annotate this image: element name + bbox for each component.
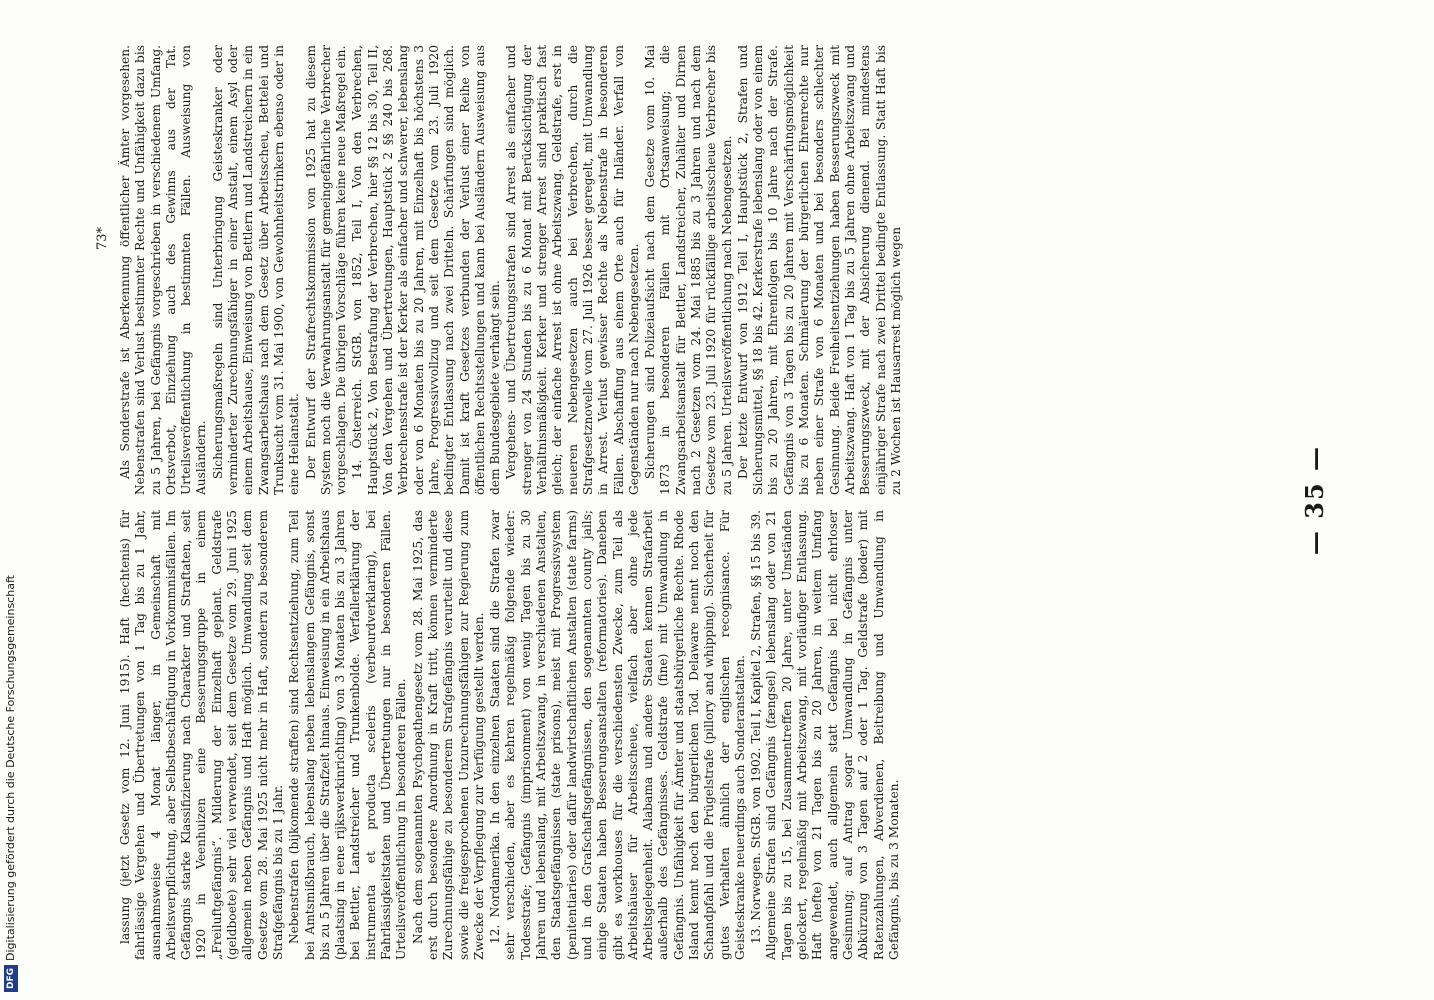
folio-number: 73* <box>95 226 110 250</box>
paragraph: Der letzte Entwurf von 1912 Teil I, Hauptstück 2, Strafen und Sicherungsmittel, §§ 18 bis 42. Kerkerstrafe lebenslang oder von einem bis zu 20 Jahren, mit Ehrenfolgen bis 10 Jahre nach der Strafe. Gefängnis von 3 Tagen bis zu 20 Jahren mit Verschärfungsmöglichkeit bis zu 6 Monaten. Schmälerung der bürgerlichen Ehrenrechte nur neben einer Strafe von 6 Monaten und bei besonders schlechter Gesinnung. Beide Freiheitsentziehungen haben Besserungszweck mit Arbeitszwang. Haft von 1 Tag bis zu 5 Jahren ohne Arbeitszwang und Besserungszweck, mit der Absicherung dienend. Bei mindestens einjähriger Strafe nach zwei Drittel bedingte Entlassung. Statt Haft bis zu 2 Wochen ist Hausarrest möglich wegen <box>735 45 903 495</box>
dfg-logo: DFG <box>4 965 18 992</box>
page-number-header: — 35 — <box>1300 444 1329 556</box>
paragraph: 12. Nordamerika. In den einzelnen Staaten sind die Strafen zwar sehr verschieden, aber es kehren regelmäßig folgende wieder: Todesstrafe; Gefängnis (imprisonment) von wenig Tagen bis zu 30 Jahren und lebenslang, mit Arbeitszwang, in verschiedenen Anstalten, den Staatsgefängnissen (state prisons), meist mit Progressivsystem (penitentiaries) oder dafür landwirtschaftlichen Anstalten (state farms) und in den Grafschaftsgefängnissen, den sogenannten county jails; einige Staaten haben Besserungsanstalten (reformatories). Daneben gibt es workhouses für die verschiedensten Zwecke, zum Teil als Arbeitshäuser für Arbeitsscheue, vielfach aber ohne jede Arbeitsgelegenheit. Alabama und andere Staaten kennen Strafarbeit außerhalb des Gefängnisses. Geldstrafe (fine) mit Umwandlung in Gefängnis. Unfähigkeit für Ämter und staatsbürgerliche Rechte. Rhode Island kennt noch den bürgerlichen Tod. Delaware nennt noch den Schandpfahl und die Prügelstrafe (pillory and whipping). Sicherheit für gutes Verhalten ähnlich der englischen recognisance. Für Geisteskranke neuerdings auch Sonderanstalten. <box>488 510 747 960</box>
paragraph: 14. Österreich. StGB. von 1852, Teil I, Von den Verbrechen, Hauptstück 2, Von Bestrafung der Verbrechen, hier §§ 12 bis 30, Teil II, Von den Vergehen und Übertretungen, Hauptstück 2 §§ 240 bis 268. Verbrechensstrafe ist der Kerker als einfacher und schwerer, lebenslang oder von 6 Monaten bis zu 20 Jahren, mit Einzelhaft bis höchstens 3 Jahre, Progressivvollzug und seit dem Gesetze vom 23. Juli 1920 bedingter Entlassung nach zwei Dritteln. Schärfungen sind möglich. Damit ist kraft Gesetzes verbunden der Verlust einer Reihe von öffentlichen Rechtsstellungen und kann bei Ausländern Ausweisung aus dem Bundesgebiete verhängt sein. <box>350 45 503 495</box>
paragraph: Sicherungsmaßregeln sind Unterbringung Geisteskranker oder verminderter Zurechnungsfähiger in einer Anstalt, einem Asyl oder einem Arbeitshause, Einweisung von Bettlern und Landstreichern in ein Zwangsarbeitshaus nach dem Gesetz über Arbeitsscheu, Bettelei und Trunksucht vom 31. Mai 1900, von Gewohnheitstrinkern ebenso oder in eine Heilanstalt. <box>210 45 302 495</box>
right-text-column <box>118 45 1288 495</box>
paragraph: 13. Norwegen. StGB. von 1902. Teil I, Kapitel 2, Strafen, §§ 15 bis 39. Allgemeine Strafen sind Gefängnis (fængsel) lebenslang oder von 21 Tagen bis zu 15, bei Zusammentreffen 20 Jahre, unter Umständen gelockert, regelmäßig mit Arbeitszwang, mit vorläufiger Entlassung. Haft (hefte) von 21 Tagen bis zu 20 Jahren, in weitem Umfang angewendet, auch allgemein statt Gefängnis bei nicht ehrloser Gesinnung; auf Antrag sogar Umwandlung in Gefängnis unter Abkürzung von 3 Tagen auf 2 oder 1 Tag. Geldstrafe (bøder) mit Ratenzahlungen, Abverdienen, Beitreibung und Umwandlung in Gefängnis, bis zu 3 Monaten. <box>749 510 901 960</box>
paragraph: Sicherungen sind Polizeiaufsicht nach dem Gesetze vom 10. Mai 1873 in besonderen Fällen mit Ortsanweisung; die Zwangsarbeitsanstalt für Bettler, Landstreicher, Zuhälter und Dirnen nach 2 Gesetzen vom 24. Mai 1885 bis zu 3 Jahren und nach dem Gesetze vom 23. Juli 1920 für rückfällige arbeitsscheue Verbrecher bis zu 5 Jahren. Urteilsveröffentlichung nach Nebengesetzen. <box>643 45 734 495</box>
paragraph: Als Sonderstrafe ist Aberkennung öffentlicher Ämter vorgesehen. Nebenstrafen sind Verlust bestimmter Rechte und Unfähigkeit dazu bis zu 5 Jahren, bei Gefängnis vorgeschrieben in verschiedenem Umfang. Ortsverbot, Einziehung auch des Gewinns aus der Tat. Urteilsveröffentlichung in bestimmten Fällen. Ausweisung von Ausländern. <box>118 45 209 495</box>
paragraph: lassung (jetzt Gesetz vom 12. Juni 1915). Haft (hechtenis) für fahrlässige Vergehen und Übertretungen von 1 Tag bis zu 1 Jahr, ausnahmsweise 4 Monat länger, in Gemeinschaft mit Arbeitsverpflichtung, aber Selbstbeschäftigung in Vorkommnisfällen. Im Gefängnis starke Klassifizierung nach Charakter und Straftaten, seit 1920 in Veenhuizen eine Besserungsgruppe in einem „Freiluftgefängnis“. Milderung der Einzelhaft geplant. Geldstrafe (geldboete) sehr viel verwendet, seit dem Gesetze vom 29. Juni 1925 allgemein neben Gefängnis und Haft möglich. Umwandlung seit dem Gesetze vom 28. Mai 1925 nicht mehr in Haft, sondern zu besonderem Strafgefängnis bis zu 1 Jahr. <box>118 510 285 960</box>
paragraph: Nebenstrafen (bijkomende straffen) sind Rechtsentziehung, zum Teil bei Amtsmißbrauch, lebenslang neben lebenslangem Gefängnis, sonst bis zu 5 Jahren über die Strafzeit hinaus. Einweisung in ein Arbeitshaus (plaatsing in eene rijkswerkinrichting) von 3 Monaten bis zu 3 Jahren bei Bettler, Landstreicher und Trunkenbolde. Verfallerklärung der instrumenta et producta sceleris (verbeurdverklaring), bei Fahrlässigkeitstaten und Übertretungen nur in besonderen Fällen. Urteilsveröffentlichung in besonderen Fällen. <box>287 510 409 960</box>
left-text-column <box>118 510 1288 960</box>
digitization-credit <box>0 0 22 1000</box>
paragraph: Der Entwurf der Strafrechtskommission von 1925 hat zu diesem System noch die Verwahrungsanstalt für gemeingefährliche Verbrecher vorgeschlagen. Die übrigen Vorschläge führen keine neue Maßregel ein. <box>303 45 349 495</box>
paragraph: Nach dem sogenannten Psychopathengesetz vom 28. Mai 1925, das erst durch besondere Anordnung in Kraft tritt, können verminderte Zurechnungsfähige zu besonderem Strafgefängnis verurteilt und diese sowie die freigesprochenen Unzurechnungsfähigen zur Regierung zum Zwecke der Verpflegung zur Verfügung gestellt werden. <box>410 510 486 960</box>
credit-text: Digitalisierung gefördert durch die Deutsche Forschungsgemeinschaft <box>4 575 17 961</box>
paragraph: Vergehens- und Übertretungsstrafen sind Arrest als einfacher und strenger von 24 Stunden bis zu 6 Monat mit Berücksichtigung der Verhältnismäßigkeit. Kerker und strenger Arrest sind praktisch fast gleich; der einfache Arrest ist ohne Arbeitszwang. Geldstrafe, erst in neueren Nebengesetzen auch bei Verbrechen, durch die Strafgesetznovelle vom 27. Juli 1926 besser geregelt, mit Umwandlung in Arrest. Verlust gewisser Rechte als Nebenstrafe in besonderen Fällen. Abschaffung aus einem Orte auch für Inländer. Verfall von Gegenständen nur nach Nebengesetzen. <box>504 45 641 495</box>
